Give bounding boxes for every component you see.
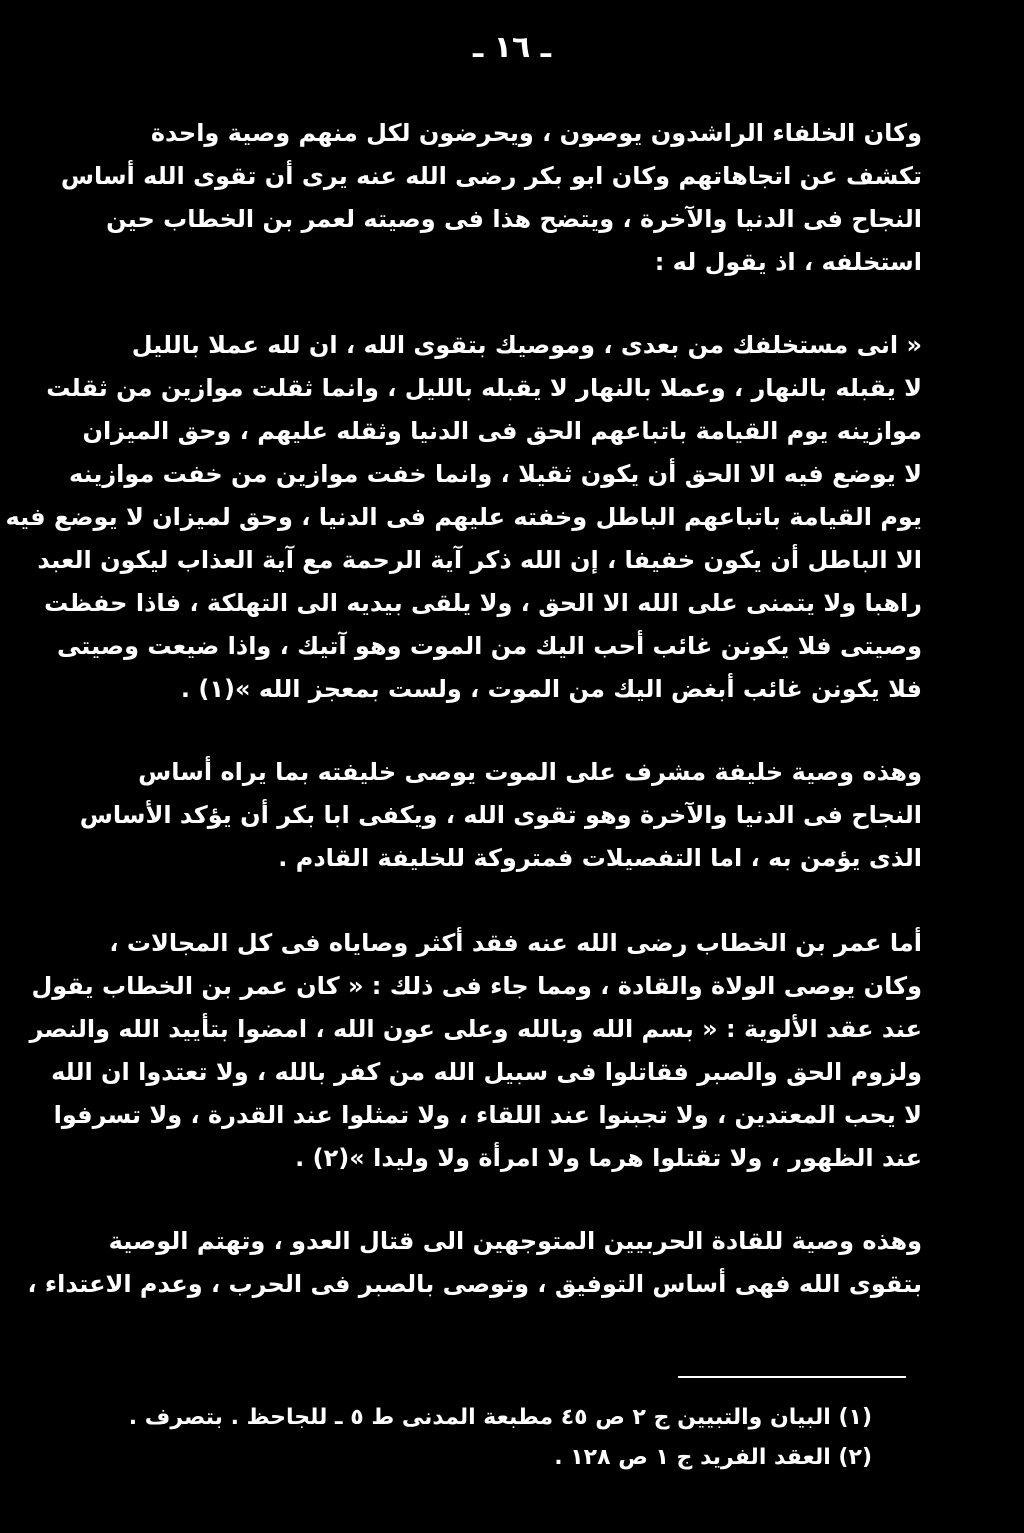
paragraph-4 [29,922,922,1180]
text-line: أما عمر بن الخطاب رضى الله عنه فقد أكثر وصاياه فى كل المجالات ، [109,929,922,957]
footnote-2: (٢) العقد الفريد ج ١ ص ١٢٨ . [554,1445,872,1470]
text-line: موازينه يوم القيامة باتباعهم الحق فى الدنيا وثقله عليهم ، وحق الميزان [82,417,922,445]
footnotes [120,1398,872,1478]
text-line: استخلفه ، اذ يقول له : [654,248,922,276]
text-line: تكشف عن اتجاهاتهم وكان ابو بكر رضى الله عنه يرى أن تقوى الله أساس [60,162,922,190]
text-line: النجاح فى الدنيا والآخرة وهو تقوى الله ، ويكفى ابا بكر أن يؤكد الأساس [79,801,922,829]
text-line: عند الظهور ، ولا تقتلوا هرما ولا امرأة ولا وليدا »(٢) . [295,1144,922,1172]
text-line: « انى مستخلفك من بعدى ، وموصيك بتقوى الله ، ان لله عملا بالليل [131,331,922,359]
text-line: الذى يؤمن به ، اما التفصيلات فمتروكة للخليفة القادم . [278,844,922,872]
text-line: وهذه وصية خليفة مشرف على الموت يوصى خليفته بما يراه أساس [138,758,922,786]
text-line: ولزوم الحق والصبر فقاتلوا فى سبيل الله من كفر بالله ، ولا تعتدوا ان الله [51,1058,922,1086]
text-line: وهذه وصية للقادة الحربيين المتوجهين الى قتال العدو ، وتهتم الوصية [108,1227,922,1255]
paragraph-3 [79,751,922,880]
footnote-divider [678,1376,906,1378]
text-line: بتقوى الله فهى أساس التوفيق ، وتوصى بالصبر فى الحرب ، وعدم الاعتداء ، [27,1270,922,1298]
paragraph-1 [60,112,922,284]
text-line: وصيتى فلا يكونن غائب أحب اليك من الموت وهو آتيك ، واذا ضيعت وصيتى [57,632,922,660]
text-line: عند عقد الألوية : « بسم الله وبالله وعلى عون الله ، امضوا بتأييد الله والنصر [29,1015,922,1043]
body-text [5,112,922,1306]
text-line: لا يوضع فيه الا الحق أن يكون ثقيلا ، وانما خفت موازين من خفت موازينه [69,460,922,488]
text-line: وكان الخلفاء الراشدون يوصون ، ويحرضون لكل منهم وصية واحدة [150,119,922,147]
text-line: لا يحب المعتدين ، ولا تجبنوا عند اللقاء ، ولا تمثلوا عند القدرة ، ولا تسرفوا [53,1101,922,1129]
text-line: وكان يوصى الولاة والقادة ، ومما جاء فى ذلك : « كان عمر بن الخطاب يقول [31,972,922,1000]
paragraph-5 [27,1220,922,1306]
text-line: لا يقبله بالنهار ، وعملا بالنهار لا يقبله بالليل ، وانما ثقلت موازين من ثقلت [46,374,922,402]
text-line: الا الباطل أن يكون خفيفا ، إن الله ذكر آية الرحمة مع آية العذاب ليكون العبد [37,546,922,574]
text-line: النجاح فى الدنيا والآخرة ، ويتضح هذا فى وصيته لعمر بن الخطاب حين [106,205,922,233]
text-line: راهبا ولا يتمنى على الله الا الحق ، ولا يلقى بيديه الى التهلكة ، فاذا حفظت [44,589,922,617]
paragraph-2-quote [5,324,922,711]
footnote-1: (١) البيان والتبيين ج ٢ ص ٤٥ مطبعة المدنى ط ٥ ـ للجاحظ . بتصرف . [128,1405,872,1430]
text-line: فلا يكونن غائب أبغض اليك من الموت ، ولست بمعجز الله »(١) . [180,675,922,703]
page-number: ـ ١٦ ـ [472,30,552,65]
text-line: يوم القيامة باتباعهم الباطل وخفته عليهم فى الدنيا ، وحق لميزان لا يوضع فيه [5,503,922,531]
